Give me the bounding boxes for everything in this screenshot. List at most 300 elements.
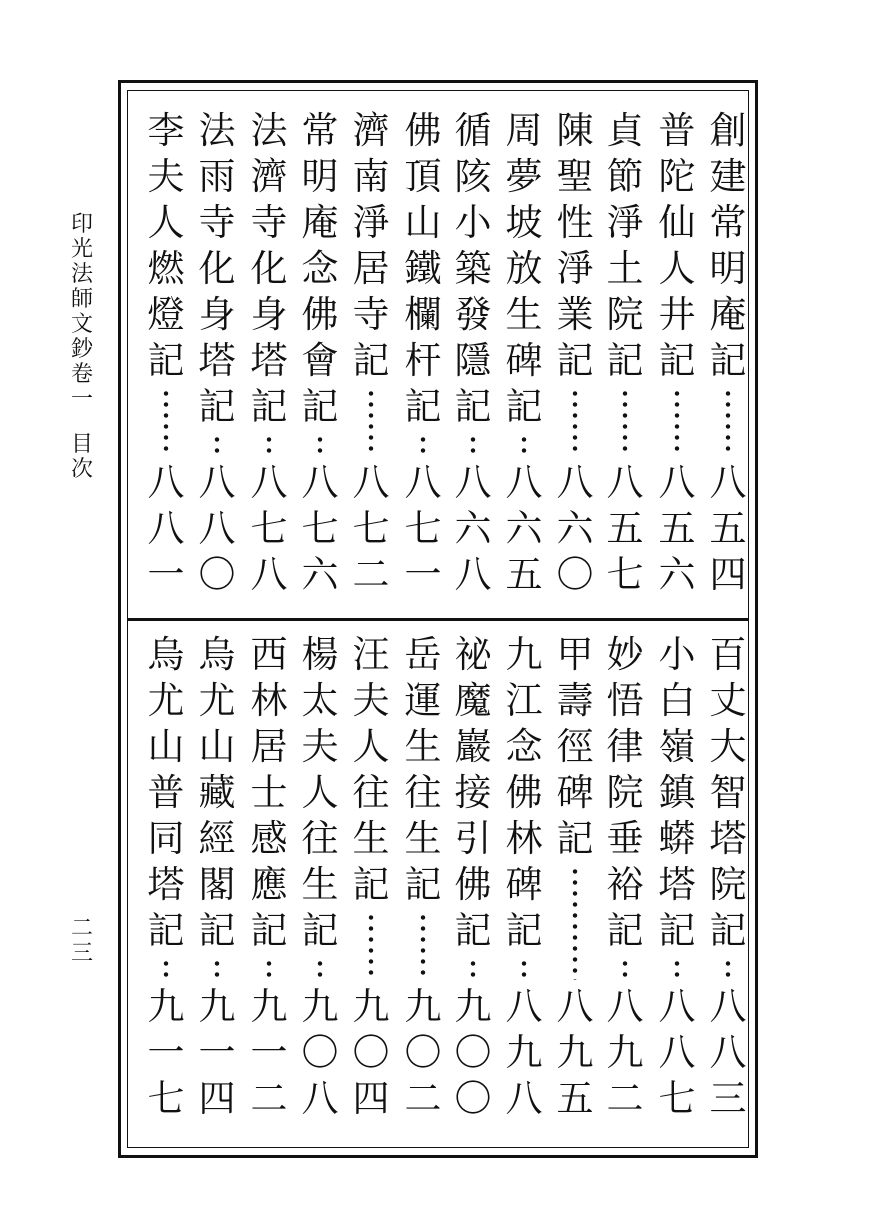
entry-page-number bbox=[401, 984, 445, 1122]
leader-dots bbox=[674, 958, 680, 980]
title-char: 鈔 bbox=[70, 337, 93, 362]
page-digit: 一 bbox=[250, 1031, 288, 1074]
page-digit: 〇 bbox=[352, 1031, 390, 1074]
entry-title-char: 會 bbox=[301, 339, 339, 382]
entry-title-char: 大 bbox=[709, 725, 747, 768]
page-digit: 八 bbox=[505, 1077, 543, 1120]
entry-title-char: 嶺 bbox=[658, 725, 696, 768]
entry-title-char: 記 bbox=[606, 339, 644, 382]
entry-title-char: 記 bbox=[250, 909, 288, 952]
entry-title-char: 往 bbox=[301, 817, 339, 860]
entry-title-char: 性 bbox=[556, 201, 594, 244]
entry-title-char: 法 bbox=[198, 109, 236, 152]
entry-title-char: 寺 bbox=[250, 201, 288, 244]
entry-title-char: 隱 bbox=[454, 339, 492, 382]
page-digit: 七 bbox=[250, 507, 288, 550]
entry-title-char: 小 bbox=[658, 633, 696, 676]
toc-entry bbox=[451, 632, 495, 1122]
entry-title-char: 佛 bbox=[404, 109, 442, 152]
entry-title-char: 九 bbox=[505, 633, 543, 676]
toc-entry bbox=[144, 632, 188, 1122]
toc-entry bbox=[195, 632, 239, 1122]
entry-title-char: 法 bbox=[250, 109, 288, 152]
entry-title-char: 庵 bbox=[301, 201, 339, 244]
toc-entry bbox=[603, 632, 647, 1122]
entry-page-number bbox=[195, 460, 239, 598]
page-digit: 〇 bbox=[454, 1077, 492, 1120]
page-digit: 二 bbox=[250, 1077, 288, 1120]
entry-title-char: 碑 bbox=[505, 339, 543, 382]
entry-title-char: 岳 bbox=[404, 633, 442, 676]
title-char: 光 bbox=[70, 237, 93, 262]
page-digit: 六 bbox=[556, 507, 594, 550]
page-digit: 八 bbox=[658, 1031, 696, 1074]
entry-title-char: 院 bbox=[606, 293, 644, 336]
entry-title-char: 常 bbox=[709, 201, 747, 244]
toc-entry bbox=[553, 632, 597, 1122]
entry-title-char: 塔 bbox=[709, 817, 747, 860]
entry-title-char: 建 bbox=[709, 155, 747, 198]
entry-title-char: 居 bbox=[352, 247, 390, 290]
page-digit: 五 bbox=[606, 507, 644, 550]
page-digit: 八 bbox=[556, 985, 594, 1028]
toc-entry bbox=[603, 108, 647, 598]
entry-title-char: 碑 bbox=[505, 863, 543, 906]
entry-title-char: 記 bbox=[505, 909, 543, 952]
entry-title-char: 發 bbox=[454, 293, 492, 336]
toc-entry bbox=[655, 108, 699, 598]
entry-title-char: 記 bbox=[404, 863, 442, 906]
toc-entry bbox=[195, 108, 239, 598]
leader-dots bbox=[420, 912, 426, 980]
entry-title-char: 常 bbox=[301, 109, 339, 152]
page-number bbox=[64, 916, 100, 966]
page-digit: 七 bbox=[147, 1077, 185, 1120]
page-digit: 九 bbox=[454, 985, 492, 1028]
entry-title-char: 記 bbox=[606, 909, 644, 952]
entry-title-char: 記 bbox=[198, 909, 236, 952]
entry-title-char: 林 bbox=[505, 817, 543, 860]
entry-title-char: 記 bbox=[301, 385, 339, 428]
entry-page-number bbox=[603, 460, 647, 598]
toc-entry bbox=[144, 108, 188, 598]
entry-title-char: 創 bbox=[709, 109, 747, 152]
entry-title-char: 小 bbox=[454, 201, 492, 244]
leader-dots bbox=[214, 958, 220, 980]
entry-title-char: 汪 bbox=[352, 633, 390, 676]
page-digit: 八 bbox=[147, 461, 185, 504]
page-digit: 九 bbox=[505, 1031, 543, 1074]
entry-title-char: 記 bbox=[198, 385, 236, 428]
page-digit: 〇 bbox=[198, 553, 236, 596]
entry-title-char: 林 bbox=[250, 679, 288, 722]
page-digit: 九 bbox=[250, 985, 288, 1028]
entry-title-char: 記 bbox=[301, 909, 339, 952]
toc-entry bbox=[247, 108, 291, 598]
entry-title-char: 生 bbox=[352, 817, 390, 860]
page-number-char: 三 bbox=[70, 941, 93, 966]
entry-title-char: 佛 bbox=[301, 293, 339, 336]
entry-title-char: 記 bbox=[658, 909, 696, 952]
toc-entry bbox=[502, 632, 546, 1122]
page-digit: 八 bbox=[301, 1077, 339, 1120]
page-digit: 一 bbox=[147, 1031, 185, 1074]
entry-title-char: 人 bbox=[147, 201, 185, 244]
page-digit: 八 bbox=[709, 985, 747, 1028]
leader-dots bbox=[317, 958, 323, 980]
page-digit: 八 bbox=[709, 461, 747, 504]
page-digit: 八 bbox=[505, 461, 543, 504]
entry-title-char: 人 bbox=[301, 771, 339, 814]
entry-title-char: 經 bbox=[198, 817, 236, 860]
page-digit: 九 bbox=[147, 985, 185, 1028]
entry-page-number bbox=[553, 460, 597, 598]
page-digit: 八 bbox=[556, 461, 594, 504]
entry-title-char: 燈 bbox=[147, 293, 185, 336]
toc-entry bbox=[553, 108, 597, 598]
entry-title-char: 悟 bbox=[606, 679, 644, 722]
leader-dots bbox=[317, 434, 323, 456]
leader-dots bbox=[521, 958, 527, 980]
entry-title-char: 人 bbox=[658, 247, 696, 290]
entry-title-char: 山 bbox=[198, 725, 236, 768]
page-digit: 七 bbox=[658, 1077, 696, 1120]
page-digit: 六 bbox=[658, 553, 696, 596]
entry-title-char: 念 bbox=[301, 247, 339, 290]
entry-title-char: 記 bbox=[454, 385, 492, 428]
toc-entry bbox=[401, 108, 445, 598]
entry-title-char: 徑 bbox=[556, 725, 594, 768]
entry-title-char: 運 bbox=[404, 679, 442, 722]
leader-dots bbox=[622, 388, 628, 456]
entry-title-char: 生 bbox=[505, 293, 543, 336]
page-digit: 八 bbox=[606, 461, 644, 504]
page-digit: 六 bbox=[301, 553, 339, 596]
title-char: 師 bbox=[70, 287, 93, 312]
entry-title-char: 李 bbox=[147, 109, 185, 152]
page-digit: 九 bbox=[556, 1031, 594, 1074]
page-digit: 六 bbox=[454, 507, 492, 550]
entry-title-char: 淨 bbox=[352, 201, 390, 244]
page-digit: 五 bbox=[505, 553, 543, 596]
page-digit: 三 bbox=[709, 1077, 747, 1120]
entry-title-char: 魔 bbox=[454, 679, 492, 722]
entry-page-number bbox=[706, 984, 750, 1122]
entry-title-char: 陀 bbox=[658, 155, 696, 198]
entry-title-char: 感 bbox=[250, 817, 288, 860]
entry-title-char: 丈 bbox=[709, 679, 747, 722]
toc-entry bbox=[451, 108, 495, 598]
entry-page-number bbox=[603, 984, 647, 1122]
entry-title-char: 士 bbox=[250, 771, 288, 814]
page-digit: 五 bbox=[709, 507, 747, 550]
entry-title-char: 烏 bbox=[198, 633, 236, 676]
leader-dots bbox=[622, 958, 628, 980]
page-digit: 八 bbox=[606, 985, 644, 1028]
page-digit: 九 bbox=[352, 985, 390, 1028]
page-digit: 九 bbox=[301, 985, 339, 1028]
page-digit: 一 bbox=[198, 1031, 236, 1074]
page-digit: 〇 bbox=[454, 1031, 492, 1074]
entry-title-char: 雨 bbox=[198, 155, 236, 198]
leader-dots bbox=[214, 434, 220, 456]
entry-page-number bbox=[553, 984, 597, 1122]
entry-title-char: 記 bbox=[404, 385, 442, 428]
entry-title-char: 記 bbox=[147, 339, 185, 382]
page-digit: 八 bbox=[404, 461, 442, 504]
page-digit: 二 bbox=[352, 553, 390, 596]
entry-title-char: 陳 bbox=[556, 109, 594, 152]
entry-title-char: 記 bbox=[250, 385, 288, 428]
page-digit: 九 bbox=[606, 1031, 644, 1074]
entry-title-char: 垂 bbox=[606, 817, 644, 860]
entry-title-char: 塔 bbox=[658, 863, 696, 906]
entry-title-char: 仙 bbox=[658, 201, 696, 244]
entry-title-char: 藏 bbox=[198, 771, 236, 814]
entry-title-char: 山 bbox=[147, 725, 185, 768]
page-digit: 八 bbox=[301, 461, 339, 504]
entry-page-number bbox=[502, 984, 546, 1122]
entry-page-number bbox=[247, 984, 291, 1122]
entry-title-char: 佛 bbox=[505, 771, 543, 814]
entry-page-number bbox=[655, 460, 699, 598]
page-digit: 四 bbox=[198, 1077, 236, 1120]
page-digit: 七 bbox=[352, 507, 390, 550]
section-divider bbox=[127, 618, 749, 621]
page-digit: 五 bbox=[658, 507, 696, 550]
page-digit: 七 bbox=[606, 553, 644, 596]
entry-title-char: 築 bbox=[454, 247, 492, 290]
entry-title-char: 巖 bbox=[454, 725, 492, 768]
entry-title-char: 身 bbox=[250, 293, 288, 336]
leader-dots bbox=[266, 958, 272, 980]
entry-title-char: 普 bbox=[658, 109, 696, 152]
entry-title-char: 碑 bbox=[556, 771, 594, 814]
entry-title-char: 放 bbox=[505, 247, 543, 290]
toc-entry bbox=[298, 632, 342, 1122]
title-char: 卷 bbox=[70, 362, 93, 387]
page-digit: 一 bbox=[404, 553, 442, 596]
entry-title-char: 明 bbox=[301, 155, 339, 198]
leader-dots bbox=[163, 388, 169, 456]
entry-title-char: 記 bbox=[147, 909, 185, 952]
page-digit: 六 bbox=[505, 507, 543, 550]
entry-page-number bbox=[144, 460, 188, 598]
entry-title-char: 念 bbox=[505, 725, 543, 768]
page-digit: 八 bbox=[147, 507, 185, 550]
entry-title-char: 身 bbox=[198, 293, 236, 336]
entry-page-number bbox=[451, 460, 495, 598]
toc-entry bbox=[349, 632, 393, 1122]
entry-title-char: 太 bbox=[301, 679, 339, 722]
title-gap bbox=[64, 412, 100, 432]
page-digit: 八 bbox=[352, 461, 390, 504]
entry-title-char: 同 bbox=[147, 817, 185, 860]
entry-page-number bbox=[195, 984, 239, 1122]
leader-dots bbox=[725, 958, 731, 980]
leader-dots bbox=[674, 388, 680, 456]
entry-title-char: 淨 bbox=[606, 201, 644, 244]
leader-dots bbox=[572, 388, 578, 456]
page-digit: 八 bbox=[658, 985, 696, 1028]
entry-page-number bbox=[144, 984, 188, 1122]
entry-title-char: 普 bbox=[147, 771, 185, 814]
entry-title-char: 記 bbox=[556, 817, 594, 860]
entry-title-char: 生 bbox=[301, 863, 339, 906]
entry-title-char: 佛 bbox=[454, 863, 492, 906]
entry-title-char: 土 bbox=[606, 247, 644, 290]
section-char: 目 bbox=[70, 432, 93, 457]
entry-title-char: 化 bbox=[250, 247, 288, 290]
entry-title-char: 院 bbox=[709, 863, 747, 906]
entry-title-char: 生 bbox=[404, 817, 442, 860]
entry-title-char: 夫 bbox=[352, 679, 390, 722]
entry-title-char: 記 bbox=[658, 339, 696, 382]
page-digit: 一 bbox=[147, 553, 185, 596]
entry-title-char: 淨 bbox=[556, 247, 594, 290]
entry-title-char: 貞 bbox=[606, 109, 644, 152]
leader-dots bbox=[572, 866, 578, 980]
entry-title-char: 塔 bbox=[250, 339, 288, 382]
leader-dots bbox=[266, 434, 272, 456]
entry-page-number bbox=[401, 460, 445, 598]
entry-title-char: 鐵 bbox=[404, 247, 442, 290]
toc-entry bbox=[706, 632, 750, 1122]
page-digit: 八 bbox=[454, 461, 492, 504]
leader-dots bbox=[368, 388, 374, 456]
page-digit: 五 bbox=[556, 1077, 594, 1120]
entry-title-char: 尤 bbox=[198, 679, 236, 722]
entry-title-char: 院 bbox=[606, 771, 644, 814]
page-digit: 八 bbox=[250, 553, 288, 596]
toc-entry bbox=[401, 632, 445, 1122]
entry-page-number bbox=[298, 984, 342, 1122]
entry-title-char: 楊 bbox=[301, 633, 339, 676]
entry-title-char: 壽 bbox=[556, 679, 594, 722]
entry-title-char: 鎮 bbox=[658, 771, 696, 814]
page-digit: 八 bbox=[198, 507, 236, 550]
leader-dots bbox=[521, 434, 527, 456]
entry-page-number bbox=[349, 984, 393, 1122]
page-digit: 九 bbox=[404, 985, 442, 1028]
leader-dots bbox=[368, 912, 374, 980]
entry-title-char: 居 bbox=[250, 725, 288, 768]
entry-title-char: 烏 bbox=[147, 633, 185, 676]
entry-title-char: 律 bbox=[606, 725, 644, 768]
page-digit: 八 bbox=[658, 461, 696, 504]
page-digit: 八 bbox=[505, 985, 543, 1028]
page-digit: 九 bbox=[198, 985, 236, 1028]
entry-title-char: 業 bbox=[556, 293, 594, 336]
entry-title-char: 江 bbox=[505, 679, 543, 722]
entry-title-char: 塔 bbox=[147, 863, 185, 906]
entry-page-number bbox=[451, 984, 495, 1122]
entry-page-number bbox=[706, 460, 750, 598]
entry-page-number bbox=[655, 984, 699, 1122]
toc-entry bbox=[655, 632, 699, 1122]
section-char: 次 bbox=[70, 457, 93, 482]
entry-title-char: 明 bbox=[709, 247, 747, 290]
entry-title-char: 妙 bbox=[606, 633, 644, 676]
entry-title-char: 寺 bbox=[352, 293, 390, 336]
entry-title-char: 記 bbox=[352, 339, 390, 382]
entry-page-number bbox=[502, 460, 546, 598]
page-digit: 〇 bbox=[404, 1031, 442, 1074]
page-digit: 四 bbox=[352, 1077, 390, 1120]
entry-title-char: 應 bbox=[250, 863, 288, 906]
entry-title-char: 記 bbox=[709, 909, 747, 952]
title-char: 印 bbox=[70, 212, 93, 237]
leader-dots bbox=[163, 958, 169, 980]
page-digit: 八 bbox=[454, 553, 492, 596]
entry-title-char: 記 bbox=[454, 909, 492, 952]
entry-title-char: 聖 bbox=[556, 155, 594, 198]
entry-title-char: 智 bbox=[709, 771, 747, 814]
entry-title-char: 夢 bbox=[505, 155, 543, 198]
entry-title-char: 祕 bbox=[454, 633, 492, 676]
title-char: 一 bbox=[70, 387, 93, 412]
toc-entry bbox=[247, 632, 291, 1122]
entry-title-char: 燃 bbox=[147, 247, 185, 290]
entry-title-char: 夫 bbox=[147, 155, 185, 198]
entry-title-char: 塔 bbox=[198, 339, 236, 382]
entry-title-char: 生 bbox=[404, 725, 442, 768]
entry-title-char: 裕 bbox=[606, 863, 644, 906]
leader-dots bbox=[725, 388, 731, 456]
page-digit: 七 bbox=[301, 507, 339, 550]
entry-page-number bbox=[298, 460, 342, 598]
page-digit: 二 bbox=[606, 1077, 644, 1120]
entry-title-char: 接 bbox=[454, 771, 492, 814]
entry-title-char: 濟 bbox=[250, 155, 288, 198]
entry-title-char: 山 bbox=[404, 201, 442, 244]
toc-entry bbox=[298, 108, 342, 598]
entry-title-char: 往 bbox=[404, 771, 442, 814]
entry-title-char: 庵 bbox=[709, 293, 747, 336]
entry-title-char: 南 bbox=[352, 155, 390, 198]
title-char: 文 bbox=[70, 312, 93, 337]
page-digit: 八 bbox=[250, 461, 288, 504]
entry-title-char: 白 bbox=[658, 679, 696, 722]
entry-title-char: 頂 bbox=[404, 155, 442, 198]
page-digit: 八 bbox=[198, 461, 236, 504]
entry-title-char: 記 bbox=[505, 385, 543, 428]
page-digit: 〇 bbox=[301, 1031, 339, 1074]
entry-title-char: 循 bbox=[454, 109, 492, 152]
entry-title-char: 化 bbox=[198, 247, 236, 290]
leader-dots bbox=[470, 434, 476, 456]
entry-title-char: 往 bbox=[352, 771, 390, 814]
toc-entry bbox=[502, 108, 546, 598]
page-digit: 〇 bbox=[556, 553, 594, 596]
entry-title-char: 百 bbox=[709, 633, 747, 676]
entry-title-char: 欄 bbox=[404, 293, 442, 336]
entry-title-char: 蟒 bbox=[658, 817, 696, 860]
entry-title-char: 人 bbox=[352, 725, 390, 768]
book-title bbox=[64, 212, 100, 482]
entry-title-char: 井 bbox=[658, 293, 696, 336]
entry-title-char: 寺 bbox=[198, 201, 236, 244]
toc-entry bbox=[706, 108, 750, 598]
entry-title-char: 坡 bbox=[505, 201, 543, 244]
page-digit: 八 bbox=[709, 1031, 747, 1074]
leader-dots bbox=[420, 434, 426, 456]
entry-title-char: 引 bbox=[454, 817, 492, 860]
entry-title-char: 記 bbox=[556, 339, 594, 382]
entry-title-char: 周 bbox=[505, 109, 543, 152]
title-char: 法 bbox=[70, 262, 93, 287]
page-digit: 七 bbox=[404, 507, 442, 550]
